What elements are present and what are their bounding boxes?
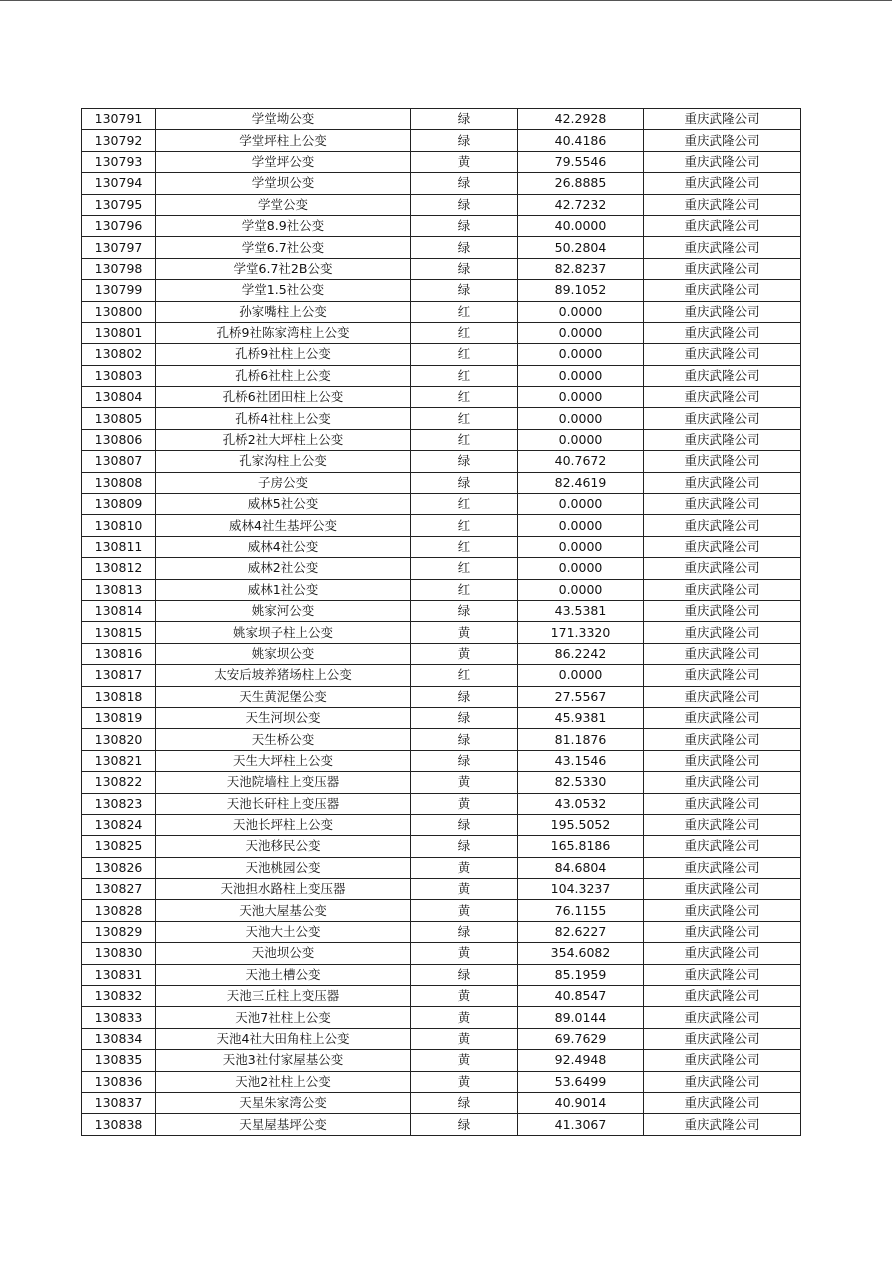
company-cell: 重庆武隆公司 xyxy=(644,943,801,964)
table-row xyxy=(82,494,801,515)
value-cell: 82.4619 xyxy=(518,472,644,493)
value-cell: 76.1155 xyxy=(518,900,644,921)
company-cell: 重庆武隆公司 xyxy=(644,857,801,878)
value-cell: 40.0000 xyxy=(518,215,644,236)
table-row xyxy=(82,836,801,857)
company-cell: 重庆武隆公司 xyxy=(644,579,801,600)
station-name-cell: 学堂坝公变 xyxy=(156,173,411,194)
table-row xyxy=(82,1007,801,1028)
station-name-cell: 威林2社公变 xyxy=(156,558,411,579)
row-id-cell: 130810 xyxy=(82,515,156,536)
table-row xyxy=(82,451,801,472)
value-cell: 89.0144 xyxy=(518,1007,644,1028)
value-cell: 171.3320 xyxy=(518,622,644,643)
row-id-cell: 130816 xyxy=(82,643,156,664)
table-row xyxy=(82,387,801,408)
status-color-cell: 绿 xyxy=(411,194,518,215)
status-color-cell: 红 xyxy=(411,429,518,450)
row-id-cell: 130838 xyxy=(82,1114,156,1135)
company-cell: 重庆武隆公司 xyxy=(644,237,801,258)
status-color-cell: 黄 xyxy=(411,793,518,814)
station-name-cell: 孔桥9社柱上公变 xyxy=(156,344,411,365)
value-cell: 89.1052 xyxy=(518,280,644,301)
station-name-cell: 孔桥6社柱上公变 xyxy=(156,365,411,386)
company-cell: 重庆武隆公司 xyxy=(644,472,801,493)
company-cell: 重庆武隆公司 xyxy=(644,301,801,322)
company-cell: 重庆武隆公司 xyxy=(644,772,801,793)
station-name-cell: 孙家嘴柱上公变 xyxy=(156,301,411,322)
station-name-cell: 天池长矸柱上变压器 xyxy=(156,793,411,814)
company-cell: 重庆武隆公司 xyxy=(644,964,801,985)
value-cell: 82.8237 xyxy=(518,258,644,279)
company-cell: 重庆武隆公司 xyxy=(644,280,801,301)
row-id-cell: 130834 xyxy=(82,1028,156,1049)
station-name-cell: 孔桥2社大坪柱上公变 xyxy=(156,429,411,450)
table-row xyxy=(82,1050,801,1071)
value-cell: 84.6804 xyxy=(518,857,644,878)
value-cell: 195.5052 xyxy=(518,814,644,835)
status-color-cell: 绿 xyxy=(411,686,518,707)
status-color-cell: 绿 xyxy=(411,836,518,857)
transformer-table xyxy=(81,108,801,1136)
station-name-cell: 学堂坳公变 xyxy=(156,109,411,130)
value-cell: 43.0532 xyxy=(518,793,644,814)
company-cell: 重庆武隆公司 xyxy=(644,536,801,557)
table-row xyxy=(82,558,801,579)
value-cell: 85.1959 xyxy=(518,964,644,985)
station-name-cell: 姚家河公变 xyxy=(156,600,411,621)
status-color-cell: 黄 xyxy=(411,1028,518,1049)
status-color-cell: 绿 xyxy=(411,109,518,130)
status-color-cell: 红 xyxy=(411,558,518,579)
status-color-cell: 绿 xyxy=(411,814,518,835)
station-name-cell: 孔家沟柱上公变 xyxy=(156,451,411,472)
row-id-cell: 130827 xyxy=(82,879,156,900)
value-cell: 104.3237 xyxy=(518,879,644,900)
table-row xyxy=(82,429,801,450)
status-color-cell: 红 xyxy=(411,665,518,686)
row-id-cell: 130821 xyxy=(82,750,156,771)
row-id-cell: 130791 xyxy=(82,109,156,130)
status-color-cell: 红 xyxy=(411,515,518,536)
status-color-cell: 绿 xyxy=(411,451,518,472)
company-cell: 重庆武隆公司 xyxy=(644,194,801,215)
page-top-border xyxy=(0,0,892,1)
table-row xyxy=(82,280,801,301)
station-name-cell: 威林1社公变 xyxy=(156,579,411,600)
company-cell: 重庆武隆公司 xyxy=(644,558,801,579)
row-id-cell: 130832 xyxy=(82,986,156,1007)
row-id-cell: 130799 xyxy=(82,280,156,301)
status-color-cell: 绿 xyxy=(411,750,518,771)
status-color-cell: 绿 xyxy=(411,237,518,258)
table-row xyxy=(82,536,801,557)
company-cell: 重庆武隆公司 xyxy=(644,109,801,130)
table-row xyxy=(82,1114,801,1135)
value-cell: 0.0000 xyxy=(518,344,644,365)
company-cell: 重庆武隆公司 xyxy=(644,814,801,835)
company-cell: 重庆武隆公司 xyxy=(644,1007,801,1028)
company-cell: 重庆武隆公司 xyxy=(644,173,801,194)
station-name-cell: 孔桥6社团田柱上公变 xyxy=(156,387,411,408)
row-id-cell: 130818 xyxy=(82,686,156,707)
value-cell: 40.4186 xyxy=(518,130,644,151)
station-name-cell: 天池移民公变 xyxy=(156,836,411,857)
row-id-cell: 130802 xyxy=(82,344,156,365)
table-row xyxy=(82,707,801,728)
row-id-cell: 130833 xyxy=(82,1007,156,1028)
row-id-cell: 130792 xyxy=(82,130,156,151)
table-row xyxy=(82,686,801,707)
table-body xyxy=(82,109,801,1136)
status-color-cell: 红 xyxy=(411,365,518,386)
value-cell: 0.0000 xyxy=(518,429,644,450)
company-cell: 重庆武隆公司 xyxy=(644,600,801,621)
table-row xyxy=(82,258,801,279)
station-name-cell: 子房公变 xyxy=(156,472,411,493)
company-cell: 重庆武隆公司 xyxy=(644,215,801,236)
row-id-cell: 130812 xyxy=(82,558,156,579)
station-name-cell: 天生桥公变 xyxy=(156,729,411,750)
station-name-cell: 姚家坝公变 xyxy=(156,643,411,664)
row-id-cell: 130837 xyxy=(82,1092,156,1113)
table-row xyxy=(82,344,801,365)
company-cell: 重庆武隆公司 xyxy=(644,622,801,643)
table-row xyxy=(82,921,801,942)
table-row xyxy=(82,365,801,386)
table-row xyxy=(82,301,801,322)
status-color-cell: 绿 xyxy=(411,215,518,236)
company-cell: 重庆武隆公司 xyxy=(644,793,801,814)
row-id-cell: 130801 xyxy=(82,322,156,343)
table-row xyxy=(82,879,801,900)
value-cell: 82.6227 xyxy=(518,921,644,942)
table-row xyxy=(82,109,801,130)
value-cell: 82.5330 xyxy=(518,772,644,793)
table-row xyxy=(82,814,801,835)
status-color-cell: 黄 xyxy=(411,900,518,921)
table-row xyxy=(82,986,801,1007)
company-cell: 重庆武隆公司 xyxy=(644,836,801,857)
table-row xyxy=(82,729,801,750)
row-id-cell: 130804 xyxy=(82,387,156,408)
value-cell: 354.6082 xyxy=(518,943,644,964)
row-id-cell: 130800 xyxy=(82,301,156,322)
status-color-cell: 红 xyxy=(411,579,518,600)
status-color-cell: 绿 xyxy=(411,130,518,151)
company-cell: 重庆武隆公司 xyxy=(644,387,801,408)
status-color-cell: 绿 xyxy=(411,1092,518,1113)
station-name-cell: 天池大屋基公变 xyxy=(156,900,411,921)
row-id-cell: 130795 xyxy=(82,194,156,215)
table-row xyxy=(82,964,801,985)
station-name-cell: 孔桥4社柱上公变 xyxy=(156,408,411,429)
row-id-cell: 130806 xyxy=(82,429,156,450)
row-id-cell: 130809 xyxy=(82,494,156,515)
station-name-cell: 天池桃园公变 xyxy=(156,857,411,878)
row-id-cell: 130825 xyxy=(82,836,156,857)
station-name-cell: 天池院墙柱上变压器 xyxy=(156,772,411,793)
station-name-cell: 学堂8.9社公变 xyxy=(156,215,411,236)
station-name-cell: 学堂坪柱上公变 xyxy=(156,130,411,151)
value-cell: 40.8547 xyxy=(518,986,644,1007)
company-cell: 重庆武隆公司 xyxy=(644,258,801,279)
row-id-cell: 130824 xyxy=(82,814,156,835)
station-name-cell: 天生大坪柱上公变 xyxy=(156,750,411,771)
station-name-cell: 天池坝公变 xyxy=(156,943,411,964)
row-id-cell: 130836 xyxy=(82,1071,156,1092)
station-name-cell: 天池担水路柱上变压器 xyxy=(156,879,411,900)
station-name-cell: 天星朱家湾公变 xyxy=(156,1092,411,1113)
table-row xyxy=(82,515,801,536)
station-name-cell: 孔桥9社陈家湾柱上公变 xyxy=(156,322,411,343)
row-id-cell: 130808 xyxy=(82,472,156,493)
company-cell: 重庆武隆公司 xyxy=(644,322,801,343)
station-name-cell: 天生黄泥堡公变 xyxy=(156,686,411,707)
company-cell: 重庆武隆公司 xyxy=(644,1092,801,1113)
company-cell: 重庆武隆公司 xyxy=(644,900,801,921)
status-color-cell: 黄 xyxy=(411,879,518,900)
company-cell: 重庆武隆公司 xyxy=(644,408,801,429)
row-id-cell: 130831 xyxy=(82,964,156,985)
value-cell: 0.0000 xyxy=(518,408,644,429)
company-cell: 重庆武隆公司 xyxy=(644,665,801,686)
company-cell: 重庆武隆公司 xyxy=(644,365,801,386)
company-cell: 重庆武隆公司 xyxy=(644,750,801,771)
table-row xyxy=(82,793,801,814)
value-cell: 69.7629 xyxy=(518,1028,644,1049)
value-cell: 50.2804 xyxy=(518,237,644,258)
company-cell: 重庆武隆公司 xyxy=(644,1071,801,1092)
row-id-cell: 130823 xyxy=(82,793,156,814)
station-name-cell: 学堂坪公变 xyxy=(156,151,411,172)
value-cell: 79.5546 xyxy=(518,151,644,172)
value-cell: 42.2928 xyxy=(518,109,644,130)
row-id-cell: 130803 xyxy=(82,365,156,386)
table-row xyxy=(82,943,801,964)
row-id-cell: 130830 xyxy=(82,943,156,964)
station-name-cell: 威林4社生基坪公变 xyxy=(156,515,411,536)
station-name-cell: 天池7社柱上公变 xyxy=(156,1007,411,1028)
row-id-cell: 130813 xyxy=(82,579,156,600)
company-cell: 重庆武隆公司 xyxy=(644,515,801,536)
table-row xyxy=(82,857,801,878)
value-cell: 0.0000 xyxy=(518,365,644,386)
status-color-cell: 红 xyxy=(411,387,518,408)
station-name-cell: 威林5社公变 xyxy=(156,494,411,515)
status-color-cell: 黄 xyxy=(411,772,518,793)
company-cell: 重庆武隆公司 xyxy=(644,451,801,472)
value-cell: 27.5567 xyxy=(518,686,644,707)
value-cell: 43.1546 xyxy=(518,750,644,771)
value-cell: 26.8885 xyxy=(518,173,644,194)
table-row xyxy=(82,622,801,643)
station-name-cell: 学堂6.7社公变 xyxy=(156,237,411,258)
station-name-cell: 学堂6.7社2B公变 xyxy=(156,258,411,279)
status-color-cell: 红 xyxy=(411,494,518,515)
table-row xyxy=(82,1028,801,1049)
value-cell: 53.6499 xyxy=(518,1071,644,1092)
table-row xyxy=(82,130,801,151)
company-cell: 重庆武隆公司 xyxy=(644,729,801,750)
status-color-cell: 黄 xyxy=(411,1071,518,1092)
status-color-cell: 绿 xyxy=(411,964,518,985)
value-cell: 0.0000 xyxy=(518,515,644,536)
table-row xyxy=(82,579,801,600)
row-id-cell: 130829 xyxy=(82,921,156,942)
status-color-cell: 黄 xyxy=(411,643,518,664)
station-name-cell: 天池4社大田角柱上公变 xyxy=(156,1028,411,1049)
company-cell: 重庆武隆公司 xyxy=(644,494,801,515)
status-color-cell: 绿 xyxy=(411,921,518,942)
row-id-cell: 130819 xyxy=(82,707,156,728)
value-cell: 0.0000 xyxy=(518,301,644,322)
row-id-cell: 130805 xyxy=(82,408,156,429)
status-color-cell: 绿 xyxy=(411,729,518,750)
company-cell: 重庆武隆公司 xyxy=(644,344,801,365)
row-id-cell: 130811 xyxy=(82,536,156,557)
row-id-cell: 130798 xyxy=(82,258,156,279)
status-color-cell: 黄 xyxy=(411,151,518,172)
company-cell: 重庆武隆公司 xyxy=(644,686,801,707)
station-name-cell: 天池三丘柱上变压器 xyxy=(156,986,411,1007)
station-name-cell: 学堂1.5社公变 xyxy=(156,280,411,301)
value-cell: 0.0000 xyxy=(518,536,644,557)
company-cell: 重庆武隆公司 xyxy=(644,1028,801,1049)
table-row xyxy=(82,151,801,172)
table-row xyxy=(82,600,801,621)
row-id-cell: 130794 xyxy=(82,173,156,194)
status-color-cell: 红 xyxy=(411,322,518,343)
row-id-cell: 130793 xyxy=(82,151,156,172)
row-id-cell: 130828 xyxy=(82,900,156,921)
row-id-cell: 130797 xyxy=(82,237,156,258)
station-name-cell: 天池大土公变 xyxy=(156,921,411,942)
status-color-cell: 红 xyxy=(411,344,518,365)
company-cell: 重庆武隆公司 xyxy=(644,151,801,172)
status-color-cell: 红 xyxy=(411,536,518,557)
status-color-cell: 红 xyxy=(411,408,518,429)
row-id-cell: 130820 xyxy=(82,729,156,750)
row-id-cell: 130807 xyxy=(82,451,156,472)
station-name-cell: 学堂公变 xyxy=(156,194,411,215)
value-cell: 0.0000 xyxy=(518,558,644,579)
company-cell: 重庆武隆公司 xyxy=(644,879,801,900)
value-cell: 0.0000 xyxy=(518,665,644,686)
company-cell: 重庆武隆公司 xyxy=(644,986,801,1007)
status-color-cell: 绿 xyxy=(411,173,518,194)
status-color-cell: 黄 xyxy=(411,857,518,878)
row-id-cell: 130822 xyxy=(82,772,156,793)
value-cell: 40.9014 xyxy=(518,1092,644,1113)
status-color-cell: 绿 xyxy=(411,258,518,279)
row-id-cell: 130796 xyxy=(82,215,156,236)
station-name-cell: 天池长坪柱上公变 xyxy=(156,814,411,835)
value-cell: 0.0000 xyxy=(518,494,644,515)
station-name-cell: 天池3社付家屋基公变 xyxy=(156,1050,411,1071)
status-color-cell: 黄 xyxy=(411,1007,518,1028)
status-color-cell: 红 xyxy=(411,301,518,322)
status-color-cell: 黄 xyxy=(411,986,518,1007)
value-cell: 0.0000 xyxy=(518,387,644,408)
status-color-cell: 黄 xyxy=(411,1050,518,1071)
station-name-cell: 天生河坝公变 xyxy=(156,707,411,728)
value-cell: 45.9381 xyxy=(518,707,644,728)
value-cell: 41.3067 xyxy=(518,1114,644,1135)
table-row xyxy=(82,750,801,771)
table-row xyxy=(82,237,801,258)
row-id-cell: 130826 xyxy=(82,857,156,878)
status-color-cell: 绿 xyxy=(411,280,518,301)
company-cell: 重庆武隆公司 xyxy=(644,921,801,942)
table-row xyxy=(82,772,801,793)
station-name-cell: 威林4社公变 xyxy=(156,536,411,557)
status-color-cell: 绿 xyxy=(411,600,518,621)
table-row xyxy=(82,408,801,429)
value-cell: 92.4948 xyxy=(518,1050,644,1071)
table-row xyxy=(82,194,801,215)
status-color-cell: 绿 xyxy=(411,472,518,493)
status-color-cell: 绿 xyxy=(411,707,518,728)
station-name-cell: 太安后坡养猪场柱上公变 xyxy=(156,665,411,686)
station-name-cell: 天池土槽公变 xyxy=(156,964,411,985)
station-name-cell: 天池2社柱上公变 xyxy=(156,1071,411,1092)
table-row xyxy=(82,215,801,236)
company-cell: 重庆武隆公司 xyxy=(644,1050,801,1071)
status-color-cell: 黄 xyxy=(411,943,518,964)
table-row xyxy=(82,1071,801,1092)
table-row xyxy=(82,665,801,686)
row-id-cell: 130817 xyxy=(82,665,156,686)
company-cell: 重庆武隆公司 xyxy=(644,130,801,151)
value-cell: 86.2242 xyxy=(518,643,644,664)
company-cell: 重庆武隆公司 xyxy=(644,1114,801,1135)
table-row xyxy=(82,173,801,194)
company-cell: 重庆武隆公司 xyxy=(644,429,801,450)
row-id-cell: 130814 xyxy=(82,600,156,621)
row-id-cell: 130835 xyxy=(82,1050,156,1071)
value-cell: 40.7672 xyxy=(518,451,644,472)
value-cell: 42.7232 xyxy=(518,194,644,215)
table-row xyxy=(82,322,801,343)
value-cell: 165.8186 xyxy=(518,836,644,857)
station-name-cell: 姚家坝子柱上公变 xyxy=(156,622,411,643)
table-row xyxy=(82,472,801,493)
row-id-cell: 130815 xyxy=(82,622,156,643)
table-row xyxy=(82,643,801,664)
status-color-cell: 黄 xyxy=(411,622,518,643)
station-name-cell: 天星屋基坪公变 xyxy=(156,1114,411,1135)
table-row xyxy=(82,900,801,921)
company-cell: 重庆武隆公司 xyxy=(644,707,801,728)
company-cell: 重庆武隆公司 xyxy=(644,643,801,664)
value-cell: 43.5381 xyxy=(518,600,644,621)
status-color-cell: 绿 xyxy=(411,1114,518,1135)
value-cell: 0.0000 xyxy=(518,579,644,600)
value-cell: 0.0000 xyxy=(518,322,644,343)
table-row xyxy=(82,1092,801,1113)
value-cell: 81.1876 xyxy=(518,729,644,750)
